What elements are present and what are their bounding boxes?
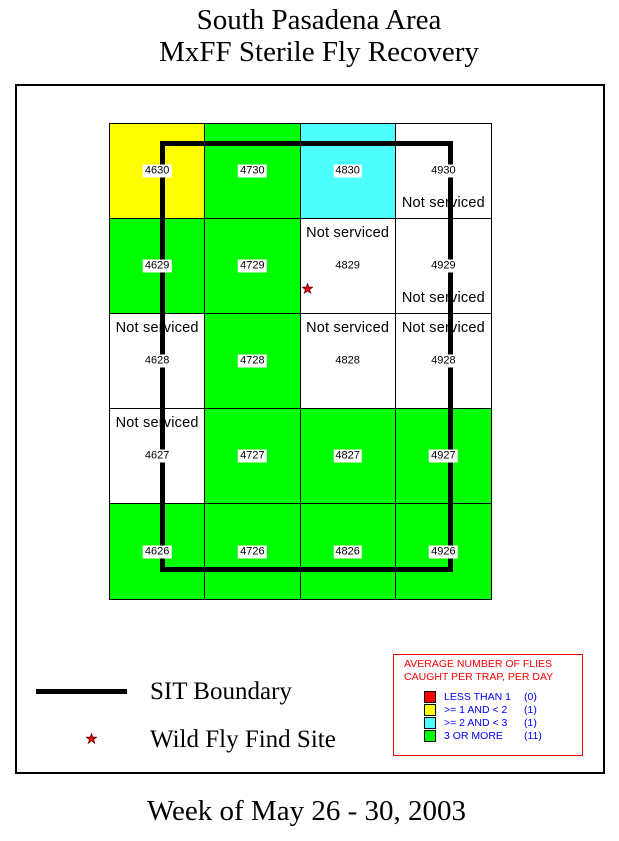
- not-serviced-label: Not serviced: [401, 320, 485, 336]
- legend-item-count: (0): [524, 691, 537, 704]
- legend-swatch: [424, 730, 436, 742]
- cell-number: 4929: [431, 259, 456, 272]
- legend-item-label: 3 OR MORE: [444, 730, 503, 743]
- wild-fly-find-site-label: Wild Fly Find Site: [150, 726, 336, 753]
- page-title-line2: MxFF Sterile Fly Recovery: [159, 36, 479, 68]
- cell-number: 4627: [144, 449, 170, 462]
- cell-number: 4826: [335, 545, 360, 557]
- cell-number: 4926: [431, 545, 456, 557]
- cell-number: 4830: [335, 164, 360, 177]
- sit-boundary-line-sample: [36, 689, 127, 694]
- not-serviced-label: Not serviced: [306, 225, 390, 241]
- legend-item-count: (1): [524, 704, 537, 717]
- not-serviced-label: Not serviced: [401, 290, 485, 306]
- legend-item-label: LESS THAN 1: [444, 691, 511, 704]
- cell-number: 4628: [144, 354, 170, 367]
- cell-number: 4630: [144, 164, 170, 177]
- sit-boundary-label: SIT Boundary: [150, 678, 292, 705]
- cell-number: 4728: [240, 354, 265, 367]
- cell-number: 4930: [431, 164, 456, 177]
- not-serviced-label: Not serviced: [115, 415, 199, 431]
- legend-item-count: (1): [524, 717, 537, 730]
- cell-number: 4827: [335, 449, 360, 462]
- not-serviced-label: Not serviced: [306, 320, 390, 336]
- legend-title-line1: AVERAGE NUMBER OF FLIES: [404, 658, 552, 670]
- cell-number: 4828: [335, 354, 360, 367]
- legend-item-count: (11): [524, 730, 542, 743]
- cell-number: 4928: [431, 354, 456, 367]
- legend-swatch: [424, 717, 436, 729]
- wild-fly-find-site-star-icon: [302, 283, 313, 294]
- legend-title-line2: CAUGHT PER TRAP, PER DAY: [404, 670, 554, 683]
- legend-item: [424, 691, 582, 704]
- cell-number: 4730: [240, 164, 265, 177]
- legend-swatch: [424, 691, 436, 703]
- legend-item-label: >= 1 AND < 2: [444, 704, 508, 717]
- legend-item: [424, 717, 582, 730]
- fly-count-legend: [393, 654, 583, 756]
- not-serviced-label: Not serviced: [401, 195, 485, 211]
- cell-number: 4727: [240, 449, 265, 462]
- legend-swatch: [424, 704, 436, 716]
- cell-number: 4729: [240, 259, 265, 272]
- legend-item-label: >= 2 AND < 3: [444, 717, 508, 730]
- cell-number: 4629: [144, 259, 170, 272]
- cell-number: 4927: [431, 449, 456, 462]
- cell-number: 4626: [144, 545, 170, 557]
- not-serviced-label: Not serviced: [115, 320, 199, 336]
- cell-number: 4726: [240, 545, 265, 557]
- page-title: [19, 4, 619, 68]
- cell-number: 4829: [335, 259, 360, 272]
- sit-boundary-rect: [160, 141, 453, 572]
- legend-item: [424, 704, 582, 717]
- legend-items: [424, 691, 582, 743]
- page-title-line1: South Pasadena Area: [196, 4, 442, 36]
- legend-item: [424, 730, 582, 743]
- wild-fly-star-icon: [86, 733, 97, 744]
- week-caption: Week of May 26 - 30, 2003: [146, 795, 466, 827]
